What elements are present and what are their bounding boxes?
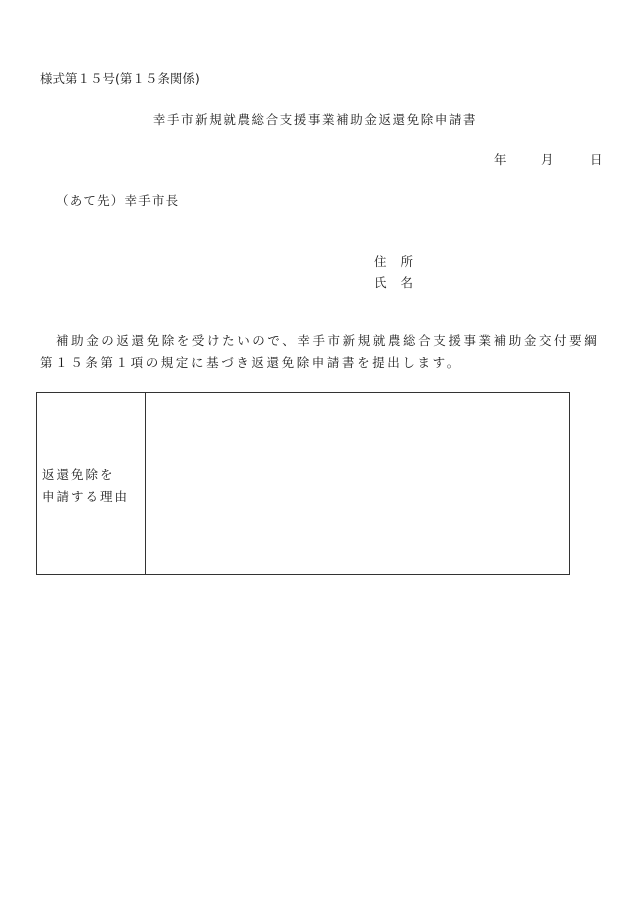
date-day-label: 日 (590, 152, 603, 167)
form-number: 様式第１５号(第１５条関係) (40, 71, 200, 86)
addressee: （あて先）幸手市長 (56, 193, 180, 208)
document-title: 幸手市新規就農総合支援事業補助金返還免除申請書 (152, 112, 478, 127)
applicant-address-label: 住所 (374, 254, 428, 269)
reason-label-cell (37, 393, 146, 574)
date-year-label: 年 (494, 152, 507, 167)
reason-label-line1: 返還免除を (42, 467, 115, 482)
reason-value-cell[interactable] (146, 393, 569, 574)
date-month-label: 月 (541, 152, 554, 167)
reason-table (36, 392, 570, 575)
body-text: 補助金の返還免除を受けたいので、幸手市新規就農総合支援事業補助金交付要綱第１５条第１項の規定に基づき返還免除申請書を提出します。 (40, 333, 600, 370)
reason-label-line2: 申請する理由 (42, 489, 130, 504)
reason-label (42, 464, 129, 508)
applicant-name-label: 氏名 (374, 275, 428, 290)
